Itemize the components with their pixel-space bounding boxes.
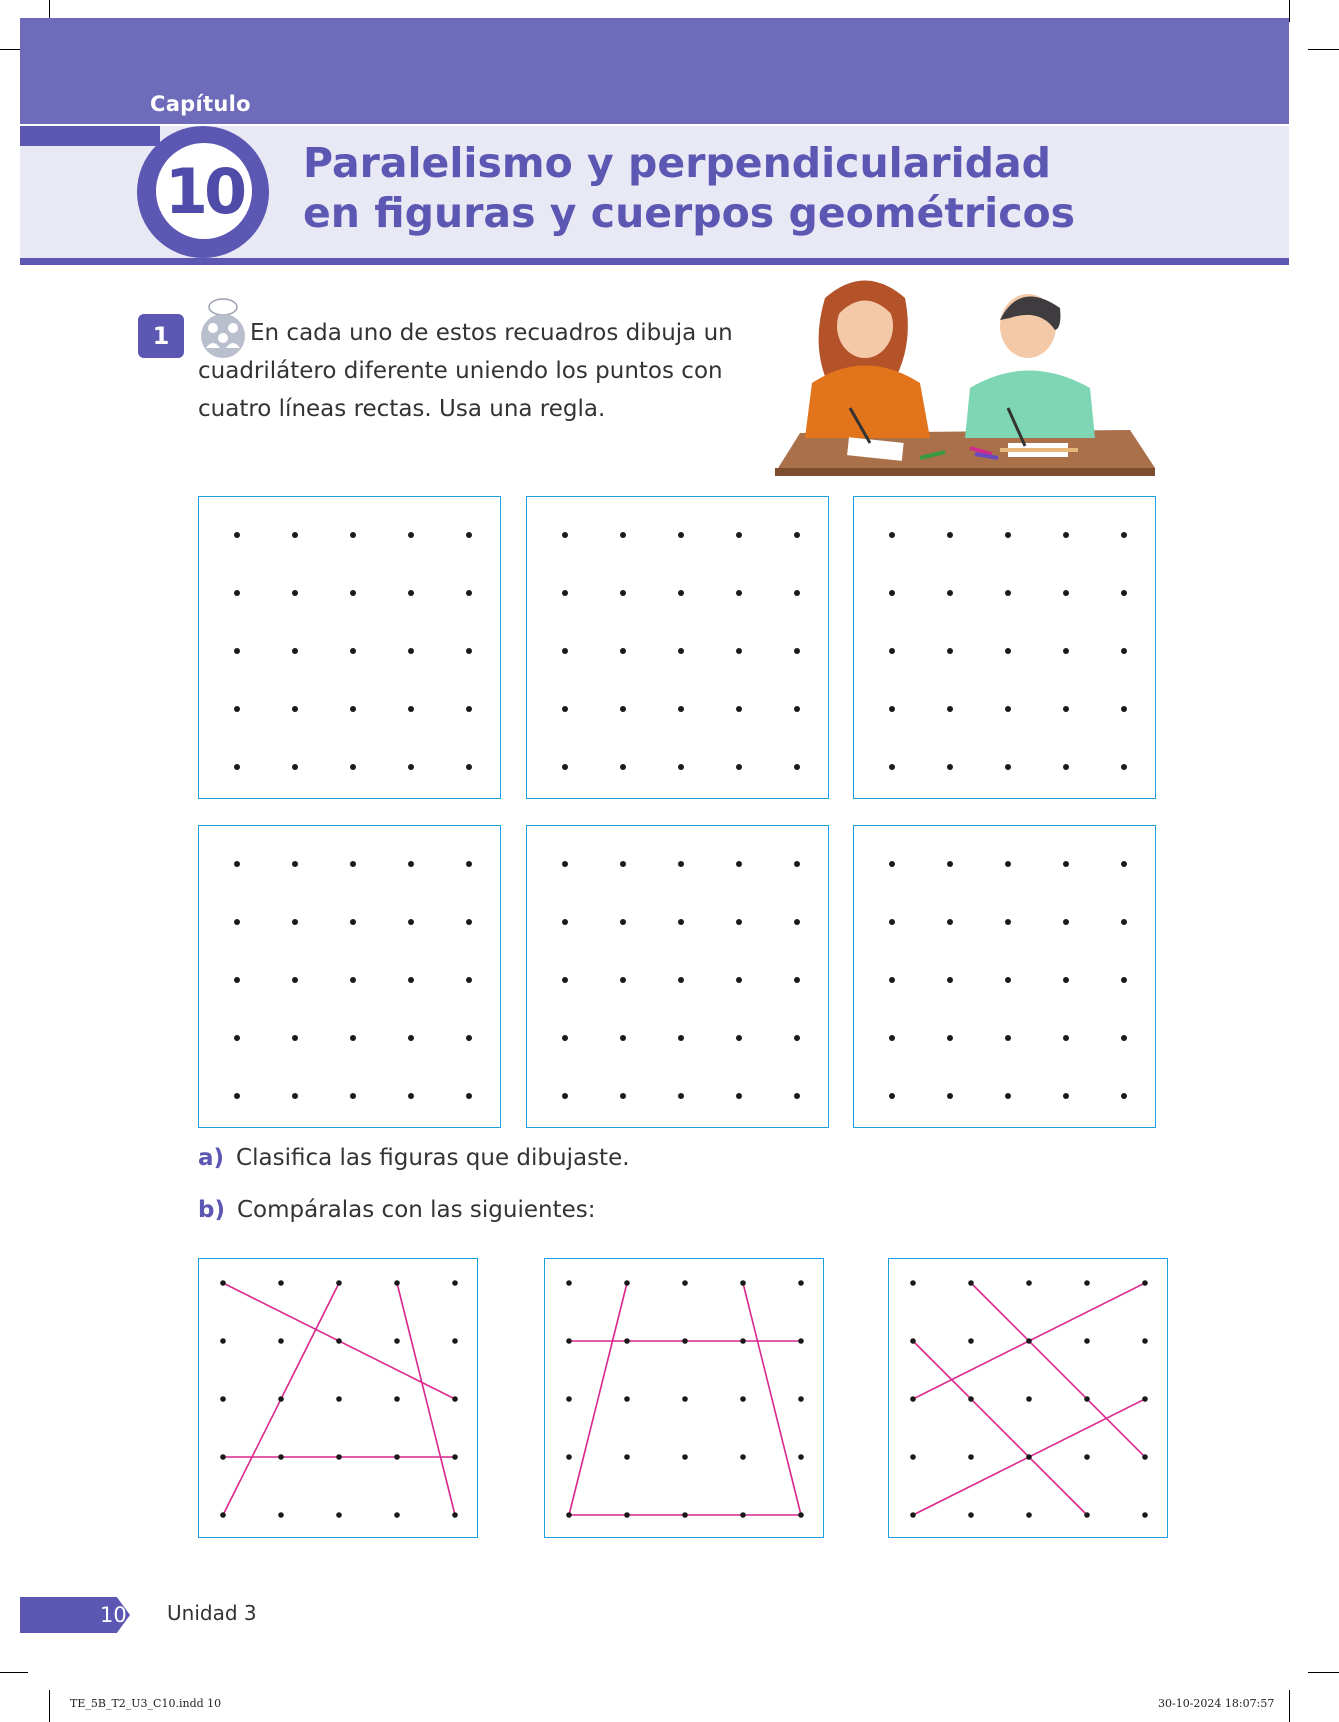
grid-dot (220, 1454, 226, 1460)
grid-dot (947, 1035, 953, 1041)
grid-dot (234, 861, 240, 867)
grid-dot (678, 861, 684, 867)
grid-dot (1063, 590, 1069, 596)
example-figure-drawing (199, 1259, 479, 1539)
question-a-text: Clasifica las figuras que dibujaste. (236, 1145, 630, 1171)
grid-dot (968, 1512, 974, 1518)
chapter-label: Capítulo (150, 92, 251, 116)
chapter-title-line2: en figuras y cuerpos geométricos (303, 189, 1076, 237)
chapter-number: 10 (156, 143, 252, 239)
grid-dot (350, 590, 356, 596)
grid-dot (794, 590, 800, 596)
grid-dot (408, 706, 414, 712)
grid-dot (394, 1512, 400, 1518)
grid-dot (620, 764, 626, 770)
grid-dot (947, 919, 953, 925)
grid-dot (678, 1035, 684, 1041)
grid-dot (292, 532, 298, 538)
grid-dot (1084, 1512, 1090, 1518)
grid-dot (292, 706, 298, 712)
grid-dot (678, 1093, 684, 1099)
grid-dot (910, 1454, 916, 1460)
grid-dot (278, 1396, 284, 1402)
grid-dot (947, 861, 953, 867)
grid-dot (1005, 861, 1011, 867)
grid-dot (1121, 590, 1127, 596)
grid-dot (350, 706, 356, 712)
figure-line (913, 1341, 1087, 1515)
grid-dot (794, 706, 800, 712)
grid-dot (1084, 1454, 1090, 1460)
grid-dot (794, 532, 800, 538)
grid-dot (566, 1338, 572, 1344)
crop-mark (1308, 1672, 1339, 1673)
grid-dot (736, 1093, 742, 1099)
title-band-accent (20, 126, 160, 146)
grid-dot (1063, 919, 1069, 925)
grid-dot (1121, 706, 1127, 712)
grid-dot (1121, 977, 1127, 983)
grid-dot (278, 1280, 284, 1286)
grid-dot (452, 1338, 458, 1344)
grid-dot (394, 1396, 400, 1402)
grid-dot (1063, 648, 1069, 654)
grid-dot (736, 919, 742, 925)
example-figure-drawing (545, 1259, 825, 1539)
dot-grid-box[interactable] (526, 825, 829, 1128)
dot-grid-box[interactable] (853, 825, 1156, 1128)
grid-dot (1121, 764, 1127, 770)
grid-dot (736, 1035, 742, 1041)
grid-dot (1084, 1280, 1090, 1286)
grid-dot (562, 648, 568, 654)
grid-dot (234, 1093, 240, 1099)
grid-dot (1026, 1280, 1032, 1286)
grid-dot (678, 764, 684, 770)
grid-dot (620, 706, 626, 712)
grid-dot (336, 1396, 342, 1402)
grid-dot (947, 706, 953, 712)
grid-dot (620, 648, 626, 654)
print-timestamp: 30-10-2024 18:07:57 (1158, 1697, 1275, 1710)
grid-dot (968, 1396, 974, 1402)
grid-dot (408, 861, 414, 867)
grid-dot (350, 532, 356, 538)
grid-dot (889, 764, 895, 770)
figure-line (569, 1283, 627, 1515)
grid-dot (682, 1454, 688, 1460)
unit-label: Unidad 3 (167, 1601, 257, 1625)
grid-dot (1084, 1396, 1090, 1402)
grid-dot (350, 1093, 356, 1099)
grid-dot (566, 1512, 572, 1518)
grid-dot (1005, 590, 1011, 596)
grid-dot (798, 1454, 804, 1460)
crop-mark (1289, 1690, 1290, 1722)
grid-dot (678, 648, 684, 654)
grid-dot (889, 706, 895, 712)
grid-dot (1063, 706, 1069, 712)
grid-dot (336, 1454, 342, 1460)
grid-dot (678, 532, 684, 538)
grid-dot (740, 1280, 746, 1286)
grid-dot (408, 532, 414, 538)
grid-dot (408, 977, 414, 983)
grid-dot (1063, 532, 1069, 538)
grid-dot (1063, 977, 1069, 983)
grid-dot (466, 706, 472, 712)
grid-dot (452, 1396, 458, 1402)
grid-dot (220, 1512, 226, 1518)
grid-dot (740, 1454, 746, 1460)
grid-dot (292, 1035, 298, 1041)
grid-dot (234, 648, 240, 654)
grid-dot (947, 648, 953, 654)
grid-dot (466, 861, 472, 867)
grid-dot (278, 1512, 284, 1518)
grid-dot (1084, 1338, 1090, 1344)
grid-dot (394, 1454, 400, 1460)
grid-dot (947, 590, 953, 596)
grid-dot (562, 861, 568, 867)
grid-dot (1063, 764, 1069, 770)
grid-dot (466, 919, 472, 925)
grid-dot (682, 1396, 688, 1402)
exercise-instruction: En cada uno de estos recuadros dibuja un cuadrilátero diferente uniendo los puntos con cuatro líneas rectas. Usa una regla. (198, 320, 733, 422)
grid-dot (562, 532, 568, 538)
grid-dot (1005, 764, 1011, 770)
question-a-letter: a) (198, 1145, 225, 1171)
grid-dot (350, 977, 356, 983)
figure-line (971, 1283, 1145, 1457)
grid-dot (562, 919, 568, 925)
dot-grid-box[interactable] (853, 496, 1156, 799)
grid-dot (794, 977, 800, 983)
grid-dot (562, 1093, 568, 1099)
crop-mark (1289, 0, 1290, 22)
crop-mark (0, 1672, 28, 1673)
grid-dot (350, 919, 356, 925)
grid-dot (394, 1338, 400, 1344)
grid-dot (278, 1338, 284, 1344)
grid-dot (408, 1093, 414, 1099)
grid-dot (889, 590, 895, 596)
grid-dot (682, 1338, 688, 1344)
grid-dot (350, 1035, 356, 1041)
grid-dot (562, 1035, 568, 1041)
grid-dot (889, 1035, 895, 1041)
grid-dot (624, 1454, 630, 1460)
grid-dot (562, 706, 568, 712)
grid-dot (1142, 1454, 1148, 1460)
grid-dot (408, 1035, 414, 1041)
grid-dot (1142, 1280, 1148, 1286)
grid-dot (220, 1396, 226, 1402)
grid-dot (292, 590, 298, 596)
grid-dot (1005, 977, 1011, 983)
grid-dot (624, 1338, 630, 1344)
grid-dot (452, 1512, 458, 1518)
grid-dot (1063, 1093, 1069, 1099)
grid-dot (678, 706, 684, 712)
grid-dot (678, 977, 684, 983)
grid-dot (889, 648, 895, 654)
grid-dot (740, 1396, 746, 1402)
question-b-letter: b) (198, 1197, 225, 1223)
grid-dot (736, 648, 742, 654)
grid-dot (624, 1512, 630, 1518)
grid-dot (1005, 1035, 1011, 1041)
grid-dot (292, 977, 298, 983)
grid-dot (740, 1338, 746, 1344)
grid-dot (947, 532, 953, 538)
children-drawing-illustration (770, 268, 1155, 482)
question-a (198, 1145, 630, 1171)
grid-dot (794, 1093, 800, 1099)
grid-dot (798, 1512, 804, 1518)
grid-dot (678, 919, 684, 925)
grid-dot (620, 919, 626, 925)
grid-dot (740, 1512, 746, 1518)
grid-dot (1005, 1093, 1011, 1099)
grid-dot (736, 706, 742, 712)
grid-dot (1063, 861, 1069, 867)
dot-grid-box[interactable] (198, 825, 501, 1128)
grid-dot (1005, 706, 1011, 712)
question-b-text: Compáralas con las siguientes: (236, 1197, 596, 1223)
grid-dot (910, 1396, 916, 1402)
grid-dot (466, 648, 472, 654)
grid-dot (408, 648, 414, 654)
grid-dot (947, 1093, 953, 1099)
grid-dot (620, 861, 626, 867)
grid-dot (220, 1338, 226, 1344)
grid-dot (736, 764, 742, 770)
grid-dot (562, 977, 568, 983)
grid-dot (794, 1035, 800, 1041)
grid-dot (466, 1035, 472, 1041)
example-figure-parallelogram-crossing (888, 1258, 1168, 1538)
grid-dot (910, 1280, 916, 1286)
grid-dot (1005, 532, 1011, 538)
grid-dot (292, 1093, 298, 1099)
grid-dot (408, 590, 414, 596)
grid-dot (234, 977, 240, 983)
dot-grid-box[interactable] (526, 496, 829, 799)
grid-dot (889, 977, 895, 983)
grid-dot (968, 1454, 974, 1460)
grid-dot (1121, 861, 1127, 867)
grid-dot (466, 1093, 472, 1099)
grid-dot (794, 764, 800, 770)
grid-dot (1121, 919, 1127, 925)
grid-dot (620, 977, 626, 983)
grid-dot (620, 1093, 626, 1099)
grid-dot (620, 532, 626, 538)
grid-dot (562, 590, 568, 596)
grid-dot (234, 706, 240, 712)
grid-dot (620, 590, 626, 596)
figure-line (397, 1283, 455, 1515)
grid-dot (624, 1396, 630, 1402)
exercise-number-badge: 1 (138, 314, 184, 358)
grid-dot (1026, 1338, 1032, 1344)
crop-mark (1308, 49, 1339, 50)
grid-dot (452, 1454, 458, 1460)
grid-dot (736, 532, 742, 538)
grid-dot (466, 977, 472, 983)
grid-dot (968, 1338, 974, 1344)
grid-dot (336, 1512, 342, 1518)
grid-dot (736, 590, 742, 596)
grid-dot (1142, 1512, 1148, 1518)
grid-dot (1121, 648, 1127, 654)
grid-dot (1026, 1454, 1032, 1460)
grid-dot (682, 1512, 688, 1518)
grid-dot (566, 1396, 572, 1402)
example-figure-trapezoid (544, 1258, 824, 1538)
grid-dot (234, 590, 240, 596)
grid-dot (562, 764, 568, 770)
grid-dot (350, 764, 356, 770)
file-slug: TE_5B_T2_U3_C10.indd 10 (70, 1697, 222, 1710)
grid-dot (947, 764, 953, 770)
grid-dot (234, 1035, 240, 1041)
grid-dot (292, 861, 298, 867)
figure-line (743, 1283, 801, 1515)
grid-dot (292, 764, 298, 770)
grid-dot (678, 590, 684, 596)
grid-dot (220, 1280, 226, 1286)
grid-dot (794, 919, 800, 925)
grid-dot (452, 1280, 458, 1286)
grid-dot (292, 919, 298, 925)
grid-dot (624, 1280, 630, 1286)
grid-dot (566, 1280, 572, 1286)
dot-grid-box[interactable] (198, 496, 501, 799)
page-number: 10 (100, 1603, 127, 1627)
grid-dot (889, 861, 895, 867)
example-figure-drawing (889, 1259, 1169, 1539)
grid-dot (889, 919, 895, 925)
grid-dot (278, 1454, 284, 1460)
grid-dot (408, 919, 414, 925)
grid-dot (910, 1338, 916, 1344)
crop-mark (49, 1690, 50, 1722)
grid-dot (336, 1338, 342, 1344)
grid-dot (620, 1035, 626, 1041)
grid-dot (1005, 648, 1011, 654)
grid-dot (968, 1280, 974, 1286)
grid-dot (1121, 1035, 1127, 1041)
grid-dot (794, 648, 800, 654)
grid-dot (736, 861, 742, 867)
grid-dot (798, 1280, 804, 1286)
grid-dot (682, 1280, 688, 1286)
grid-dot (350, 648, 356, 654)
grid-dot (889, 1093, 895, 1099)
crop-mark (0, 49, 22, 50)
grid-dot (234, 764, 240, 770)
grid-dot (1142, 1338, 1148, 1344)
grid-dot (566, 1454, 572, 1460)
grid-dot (350, 861, 356, 867)
grid-dot (1026, 1396, 1032, 1402)
grid-dot (466, 590, 472, 596)
grid-dot (1026, 1512, 1032, 1518)
grid-dot (910, 1512, 916, 1518)
grid-dot (234, 532, 240, 538)
grid-dot (466, 532, 472, 538)
chapter-title-line1: Paralelismo y perpendicularidad (303, 139, 1052, 187)
grid-dot (794, 861, 800, 867)
grid-dot (736, 977, 742, 983)
grid-dot (1121, 532, 1127, 538)
chapter-title (303, 138, 1263, 238)
grid-dot (798, 1396, 804, 1402)
grid-dot (798, 1338, 804, 1344)
grid-dot (408, 764, 414, 770)
grid-dot (466, 764, 472, 770)
grid-dot (1121, 1093, 1127, 1099)
grid-dot (1063, 1035, 1069, 1041)
grid-dot (394, 1280, 400, 1286)
grid-dot (292, 648, 298, 654)
question-b (198, 1197, 596, 1223)
grid-dot (889, 532, 895, 538)
grid-dot (234, 919, 240, 925)
grid-dot (1142, 1396, 1148, 1402)
example-figure-crossing-quadrilateral-1 (198, 1258, 478, 1538)
grid-dot (947, 977, 953, 983)
grid-dot (336, 1280, 342, 1286)
grid-dot (1005, 919, 1011, 925)
